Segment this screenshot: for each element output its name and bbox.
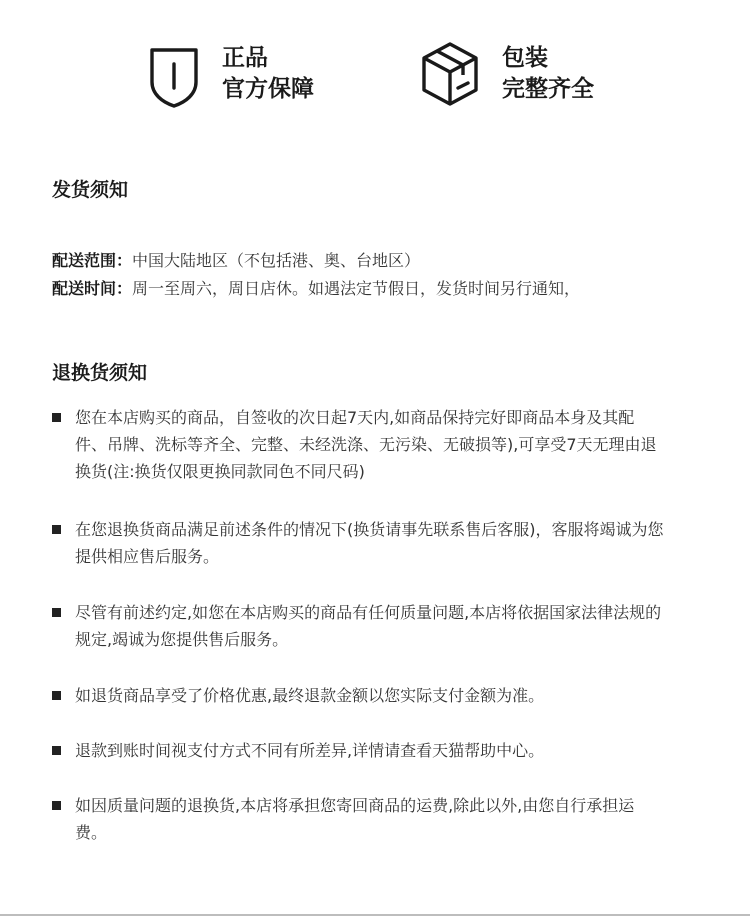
delivery-time-label: 配送时间： bbox=[52, 279, 133, 298]
delivery-range-label: 配送范围： bbox=[52, 251, 133, 270]
delivery-time-row bbox=[52, 275, 580, 303]
list-item bbox=[52, 599, 712, 653]
list-item bbox=[52, 737, 712, 764]
list-item bbox=[52, 516, 712, 570]
rule-text: 在您退换货商品满足前述条件的情况下(换货请事先联系售后客服)，客服将竭诚为您提供相应售后服务。 bbox=[75, 520, 664, 566]
badge-title: 包装 bbox=[502, 45, 548, 71]
rule-text: 如因质量问题的退换货,本店将承担您寄回商品的运费,除此以外,由您自行承担运费。 bbox=[75, 796, 635, 842]
rule-text: 您在本店购买的商品，自签收的次日起7天内,如商品保持完好即商品本身及其配件、吊牌、洗标等齐全、完整、未经洗涤、无污染、无破损等),可享受7天无理由退换货(注:换货仅限更换同款同色不同尺码) bbox=[75, 408, 657, 481]
bullet-square-icon bbox=[52, 691, 61, 700]
package-box-icon bbox=[418, 38, 482, 110]
list-item bbox=[52, 792, 712, 846]
list-item bbox=[52, 682, 712, 709]
bullet-square-icon bbox=[52, 801, 61, 810]
bullet-square-icon bbox=[52, 608, 61, 617]
shield-icon bbox=[146, 38, 202, 110]
rule-text: 尽管有前述约定,如您在本店购买的商品有任何质量问题,本店将依据国家法律法规的规定,竭诚为您提供售后服务。 bbox=[75, 603, 662, 649]
badge-subtitle: 官方保障 bbox=[222, 76, 314, 102]
bullet-square-icon bbox=[52, 525, 61, 534]
rule-text: 如退货商品享受了价格优惠,最终退款金额以您实际支付金额为准。 bbox=[75, 686, 545, 705]
badge-title: 正品 bbox=[222, 45, 268, 71]
badge-subtitle: 完整齐全 bbox=[502, 76, 594, 102]
bullet-square-icon bbox=[52, 413, 61, 422]
delivery-range-value: 中国大陆地区（不包括港、奥、台地区） bbox=[132, 251, 421, 270]
bullet-square-icon bbox=[52, 746, 61, 755]
authentic-guarantee-badge bbox=[146, 38, 314, 110]
guarantee-badges bbox=[0, 38, 750, 118]
shipping-notice-title: 发货须知 bbox=[52, 179, 129, 201]
delivery-time-value: 周一至周六，周日店休。如遇法定节假日，发货时间另行通知， bbox=[132, 279, 581, 298]
delivery-range-row bbox=[52, 247, 580, 275]
rule-text: 退款到账时间视支付方式不同有所差异,详情请查看天猫帮助中心。 bbox=[75, 741, 545, 760]
packaging-complete-badge bbox=[418, 38, 594, 110]
shipping-info bbox=[52, 247, 580, 303]
return-exchange-notice-title: 退换货须知 bbox=[52, 362, 148, 384]
list-item bbox=[52, 404, 712, 485]
